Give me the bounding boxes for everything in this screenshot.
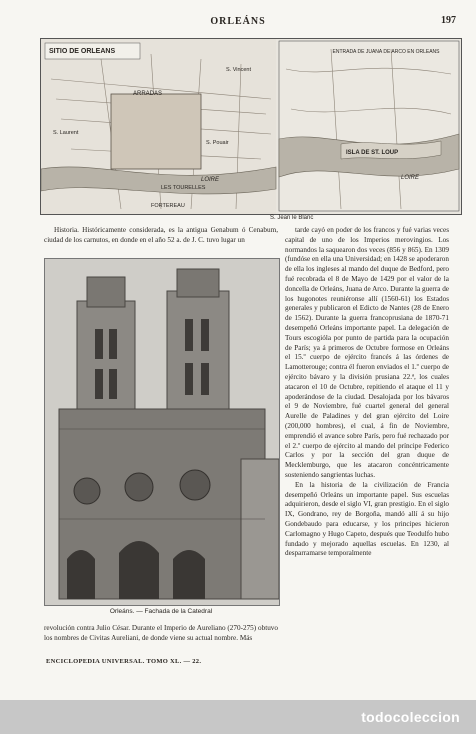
cathedral-photo (44, 258, 280, 606)
watermark-logo: todocoleccion (361, 709, 460, 725)
right-map-label-1: LOIRE (401, 175, 420, 181)
left-map-label-2: FORTEREAU (151, 203, 185, 209)
left-map-title: SITIO DE ORLEANS (49, 48, 116, 55)
left-paragraph: Historia. Históricamente considerada, es la antigua Genabum ó Cenabum, ciudad de los carnutos, en donde en el año 52 a. de J. C. tuvo lugar un (44, 226, 278, 244)
left-map-label-1: LES TOURELLES (161, 185, 206, 191)
right-column-text (285, 226, 449, 559)
maps-svg (41, 39, 461, 214)
left-map-label-6: S. Pouair (206, 140, 229, 146)
right-map-label-0: ISLA DE ST. LOUP (346, 150, 399, 156)
watermark-bar (0, 700, 476, 734)
left-map-label-3: LOIRE (201, 177, 220, 183)
left-map-label-5: S. Laurent (53, 130, 79, 136)
cathedral-drawing (45, 259, 279, 605)
left-map-label-4: S. Vincent (226, 67, 251, 73)
city-block (111, 94, 201, 169)
left-column-bottom-text (44, 624, 278, 644)
right-paragraph-1: tarde cayó en poder de los francos y fué varias veces capital de uno de los Imperios merovingios. Los normandos la saquearon dos veces (856 y 865). En 1309 (fundóse en ella una Universidad; en 1428 se apoderaron de ella los ingleses al mando del duque de Bedford, pero fué recobrada el 8 de Mayo de 1429 por el valor de la doncella de Orleáns, Juana de Arco. Durante la guerra de los hugonotes reuniéronse allí (1560-61) los Estados generales y publicaron el Edicto de Nantes (28 de Enero de 1562). Durante la guerra francoprusiana de 1870-71 desempeñó Orleáns importante papel. La delegación de Tours escogióla por punto de partida para la ocupación de París; ya á primeros de Octubre formose en Orleáns el 15.º cuerpo de ejército francés á las órdenes de Lamotterouge; contra él fueron enviados el 1.º cuerpo de ejército bávaro y la división prusiana 22.ª, los cuales atacaron el 10 de Octubre, repitiendo el ataque el 11 y apoderándose de la ciudad. Desalojada por los bávaros el 9 de Noviembre, fué cuartel general del general Aurelle de Paladines y del gran ejército del Loire (200,000 hombres), el cual, á fin de Noviembre, emprendió el avance sobre París, pero fué rechazado por el 2.º cuerpo de ejército al mando del príncipe Federico Carlos y por la sección del gran duque de Mecklemburgo, que les atacaron concéntricamente sosteniendo sangrientas luchas. (285, 226, 449, 479)
page-number: 197 (441, 15, 456, 26)
right-map-bg (279, 41, 459, 211)
left-bottom-paragraph: revolución contra Julio César. Durante el Imperio de Aureliano (270-275) obtuvo los nombres de Civitas Aureliani, de donde viene su actual nombre. Más (44, 624, 278, 642)
siege-maps (40, 38, 462, 215)
left-map-label-0: ARRADAS (133, 91, 163, 97)
left-column-top-text (44, 226, 278, 246)
page-header-title: ORLEÁNS (210, 16, 266, 27)
right-paragraph-2: En la historia de la civilización de Francia desempeñó Orleáns un importante papel. Sus escuelas adquirieron, desde el siglo VI, gran prestigio. En el siglo IX, Gondrano, rey de Borgoña, mandó allí á su hijo Gondebaudo para educarse, y los principes hicieron Carlomagno y Hugo Capeto, después que Teodulfo hubo fundado y mejorado aquellas escuelas. En 1230, al desparramarse temporalmente (285, 480, 449, 558)
page-footer: ENCICLOPEDIA UNIVERSAL. TOMO XL. — 22. (46, 658, 202, 665)
right-map-title: ENTRADA DE JUANA DE ARCO EN ORLEANS (332, 49, 440, 55)
map-caption: S. Jean le Blanc (270, 215, 314, 221)
photo-caption: Orleáns. — Fachada de la Catedral (109, 608, 213, 615)
